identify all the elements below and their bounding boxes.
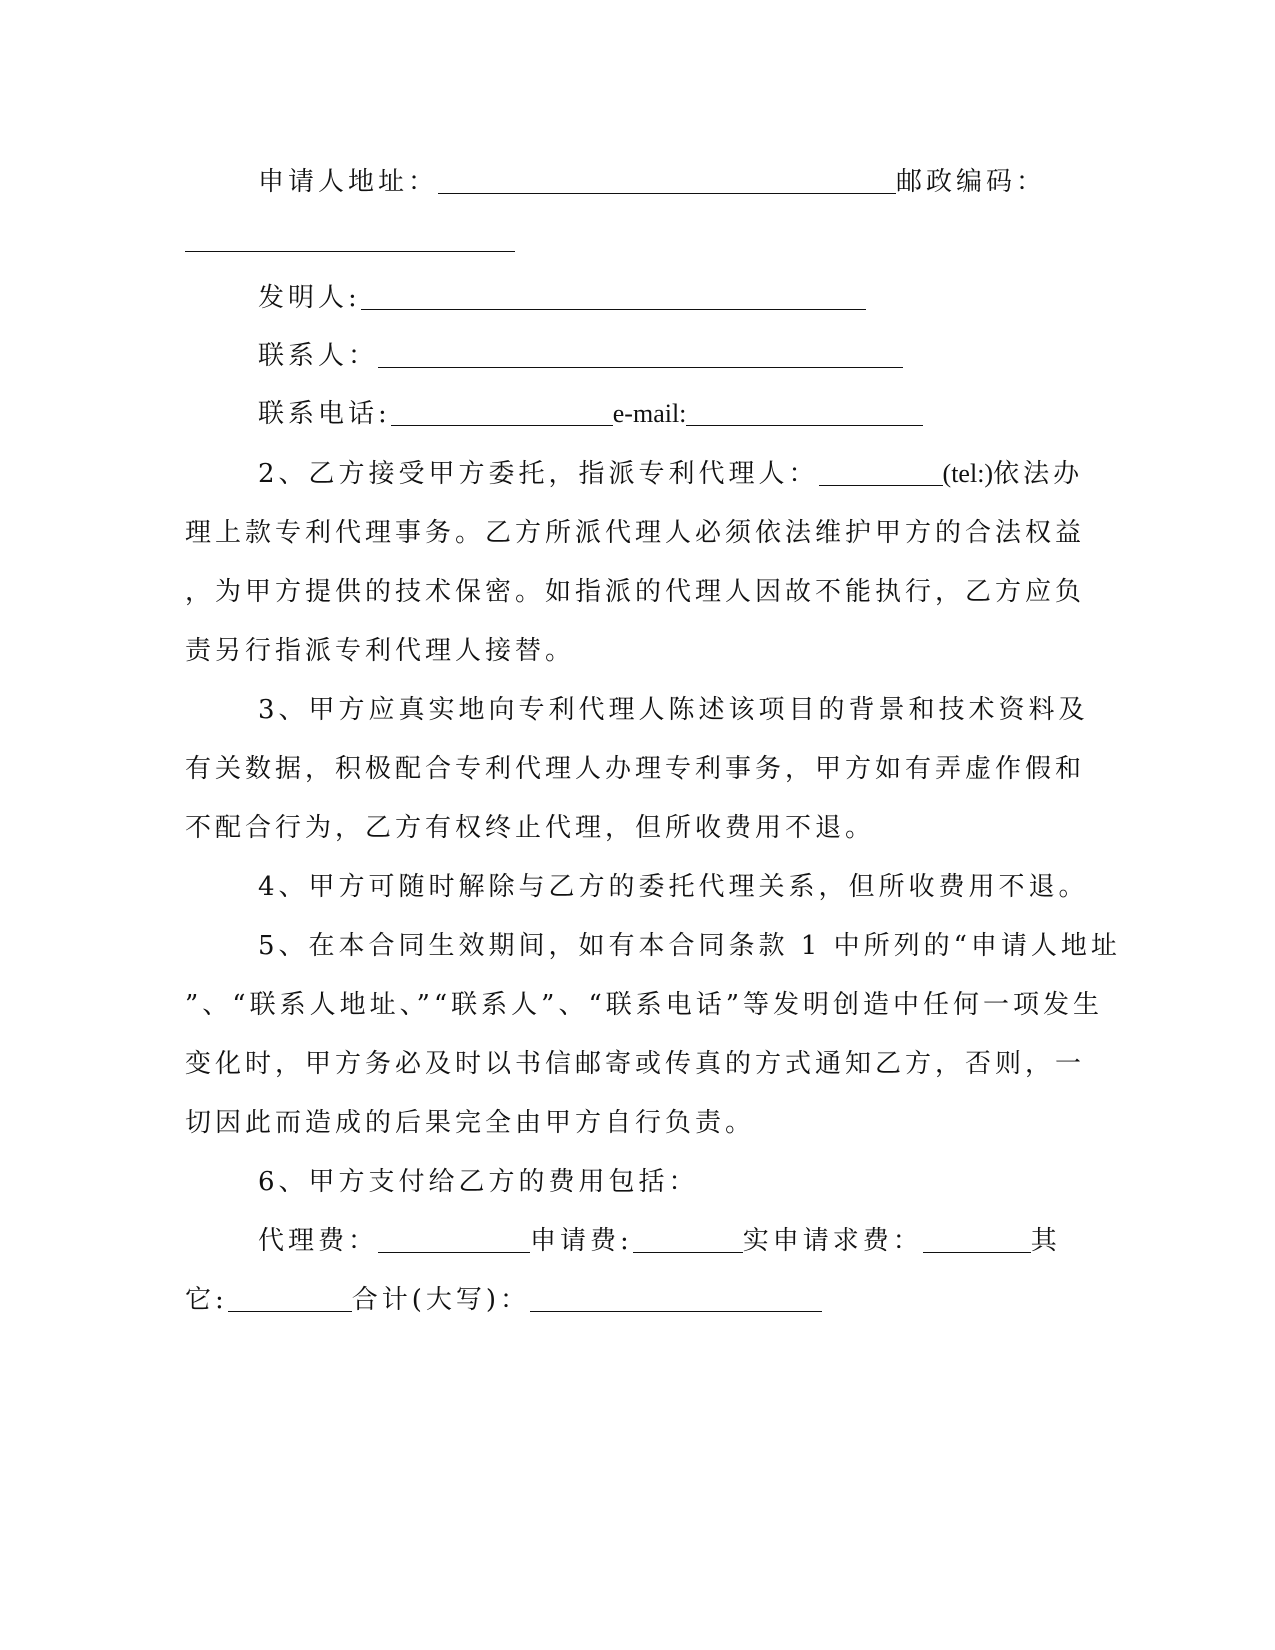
- clause5-line4: 切因此而造成的后果完全由甲方自行负责。: [185, 1108, 756, 1138]
- clause6-line1: 6、甲方支付给乙方的费用包括：: [258, 1167, 699, 1197]
- clause3-line2: 有关数据，积极配合专利代理人办理专利事务，甲方如有弄虚作假和: [185, 754, 1086, 784]
- clause2-line1: [258, 456, 1090, 492]
- fees-line1: [258, 1223, 1090, 1259]
- applicant-address-label: 申请人地址：: [258, 167, 439, 197]
- contact-phone-label: 联系电话:: [258, 399, 391, 429]
- clause2-text: 2、乙方接受甲方委托，指派专利代理人：: [258, 459, 819, 489]
- clause2-line4: 责另行指派专利代理人接替。: [185, 636, 576, 666]
- other-fee-label-start: 其: [1030, 1226, 1061, 1256]
- email-blank[interactable]: [686, 399, 923, 426]
- clause3-line3: 不配合行为，乙方有权终止代理，但所收费用不退。: [185, 813, 876, 843]
- email-label: e-mail:: [612, 399, 687, 428]
- application-fee-blank[interactable]: [633, 1226, 743, 1253]
- contact-person-line: [258, 338, 1090, 374]
- agency-fee-label: 代理费：: [258, 1226, 379, 1256]
- clause5-line1: 5、在本合同生效期间，如有本合同条款 1 中所列的“申请人地址: [258, 931, 1121, 961]
- other-fee-blank[interactable]: [228, 1285, 352, 1312]
- contact-phone-line: [258, 396, 1090, 432]
- agent-name-blank[interactable]: [819, 459, 943, 486]
- clause5-line2: ”、“联系人地址、”“联系人”、“联系电话”等发明创造中任何一项发生: [185, 990, 1104, 1020]
- examination-fee-blank[interactable]: [923, 1226, 1031, 1253]
- inventor-label: 发明人:: [258, 283, 361, 313]
- clause3-line1: 3、甲方应真实地向专利代理人陈述该项目的背景和技术资料及: [258, 695, 1089, 725]
- clause2-line3: ，为甲方提供的技术保密。如指派的代理人因故不能执行，乙方应负: [185, 577, 1086, 607]
- examination-fee-label: 实申请求费：: [742, 1226, 923, 1256]
- applicant-address-line: [258, 164, 1090, 200]
- total-fee-blank[interactable]: [530, 1285, 822, 1312]
- agent-tel-label: (tel:): [942, 459, 994, 488]
- clause2-text-tail: 依法办: [993, 459, 1084, 489]
- total-fee-label: 合计(大写)：: [351, 1285, 531, 1315]
- contact-phone-blank[interactable]: [391, 399, 613, 426]
- postcode-blank[interactable]: [185, 225, 515, 252]
- contact-person-label: 联系人：: [258, 341, 379, 371]
- fees-line2: [185, 1282, 1090, 1318]
- clause4-line1: 4、甲方可随时解除与乙方的委托代理关系，但所收费用不退。: [258, 872, 1089, 902]
- application-fee-label: 申请费:: [530, 1226, 633, 1256]
- contact-person-blank[interactable]: [378, 341, 903, 368]
- agency-fee-blank[interactable]: [378, 1226, 530, 1253]
- inventor-line: [258, 280, 1090, 316]
- applicant-address-blank[interactable]: [438, 167, 896, 194]
- other-fee-label-end: 它:: [185, 1285, 228, 1315]
- clause2-line2: 理上款专利代理事务。乙方所派代理人必须依法维护甲方的合法权益: [185, 518, 1086, 548]
- postcode-label: 邮政编码：: [896, 167, 1047, 197]
- postcode-line: [185, 222, 1090, 258]
- inventor-blank[interactable]: [361, 283, 866, 310]
- clause5-line3: 变化时，甲方务必及时以书信邮寄或传真的方式通知乙方，否则，一: [185, 1049, 1086, 1079]
